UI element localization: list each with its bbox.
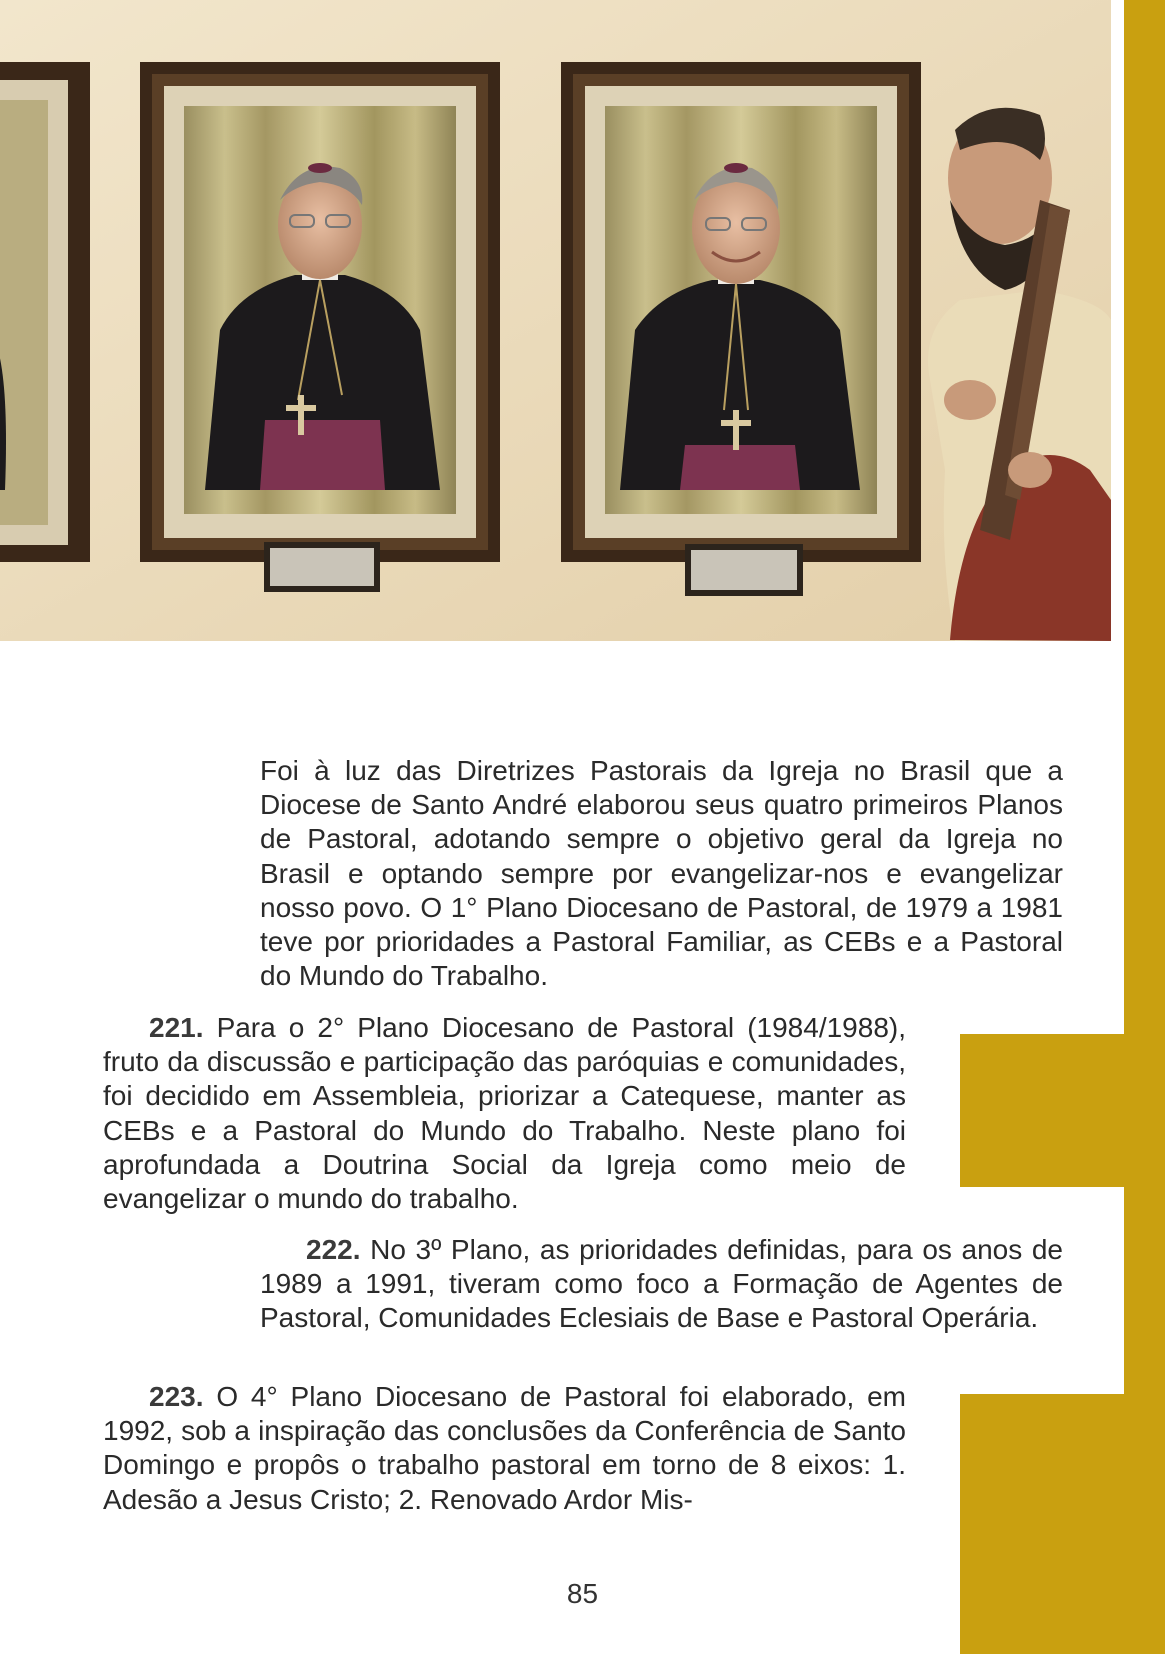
paragraph-intro bbox=[260, 754, 1063, 993]
gold-side-block-middle bbox=[960, 1034, 1165, 1187]
paragraph-222-text: No 3º Plano, as prioridades definidas, para os anos de 1989 a 1991, tiveram como foco a Formação de Agentes de Pastoral, Comunidades Eclesiais de Base e Pastoral Operária. bbox=[260, 1234, 1063, 1334]
portrait-frame-2 bbox=[561, 62, 921, 562]
paragraph-intro-text: Foi à luz das Diretrizes Pastorais da Igreja no Brasil que a Diocese de Santo André elaborou seus quatro primeiros Planos de Pastoral, adotando sempre o objetivo geral da Igreja no Brasil e optando sempre por evangelizar-nos e evangelizar nosso povo. O 1° Plano Diocesano de Pastoral, de 1979 a 1981 teve por prioridades a Pastoral Familiar, as CEBs e a Pastoral do Mundo do Trabalho. bbox=[260, 755, 1063, 992]
gold-side-bar-lower bbox=[1124, 1187, 1165, 1394]
photo-illustration bbox=[0, 0, 1111, 641]
gold-side-bar-top bbox=[1124, 0, 1165, 1034]
paragraph-number-222: 222. bbox=[306, 1234, 361, 1265]
gold-side-block-bottom bbox=[960, 1394, 1165, 1654]
page-number: 85 bbox=[566, 1578, 599, 1609]
paragraph-221 bbox=[103, 1011, 906, 1216]
left-partial-frame bbox=[0, 62, 90, 562]
portrait-frame-1 bbox=[140, 62, 500, 562]
paragraph-number-221: 221. bbox=[149, 1012, 204, 1043]
portrait-gallery-photo bbox=[0, 0, 1111, 641]
paragraph-number-223: 223. bbox=[149, 1381, 204, 1412]
paragraph-223 bbox=[103, 1380, 906, 1517]
paragraph-222 bbox=[260, 1233, 1063, 1336]
paragraph-223-text: O 4° Plano Diocesano de Pastoral foi elaborado, em 1992, sob a inspiração das conclusões da Conferência de Santo Domingo e propôs o trabalho pastoral em torno de 8 eixos: 1. Adesão a Jesus Cristo; 2. Renovado Ardor Mis- bbox=[103, 1381, 907, 1515]
paragraph-221-text: Para o 2° Plano Diocesano de Pastoral (1984/1988), fruto da discussão e participação das paróquias e comunidades, foi decidido em Assembleia, priorizar a Catequese, manter as CEBs e a Pastoral do Mundo do Trabalho. Neste plano foi aprofundada a Doutrina Social da Igreja como meio de evangelizar o mundo do trabalho. bbox=[103, 1012, 906, 1215]
